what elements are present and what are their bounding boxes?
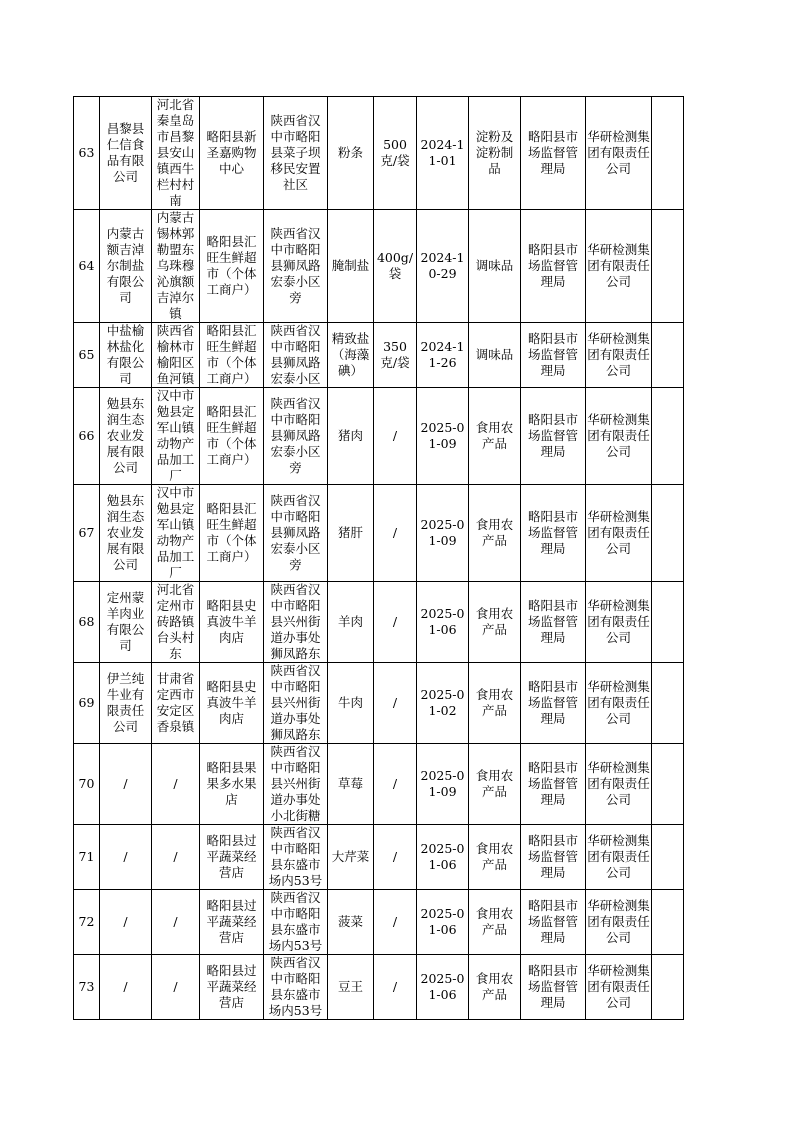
row-number: 65 xyxy=(74,323,100,388)
food-category: 调味品 xyxy=(469,323,521,388)
product-spec: 400g/袋 xyxy=(374,210,417,323)
production-date: 2025-01-09 xyxy=(417,744,469,825)
seller-address: 陕西省汉中市略阳县东盛市场内53号 xyxy=(264,825,328,890)
sampling-authority: 略阳县市场监督管理局 xyxy=(521,744,586,825)
testing-lab: 华研检测集团有限责任公司 xyxy=(586,388,652,485)
row-number: 71 xyxy=(74,825,100,890)
seller-address: 陕西省汉中市略阳县狮凤路宏泰小区旁 xyxy=(264,485,328,582)
testing-lab: 华研检测集团有限责任公司 xyxy=(586,890,652,955)
production-date: 2024-11-01 xyxy=(417,97,469,210)
product-spec: 500克/袋 xyxy=(374,97,417,210)
food-category: 食用农产品 xyxy=(469,663,521,744)
remark xyxy=(652,890,684,955)
seller-name: 略阳县汇旺生鲜超市（个体工商户） xyxy=(200,210,264,323)
product-spec: / xyxy=(374,955,417,1020)
remark xyxy=(652,388,684,485)
testing-lab: 华研检测集团有限责任公司 xyxy=(586,744,652,825)
table-row xyxy=(74,485,684,582)
table-row xyxy=(74,890,684,955)
table-body xyxy=(74,97,684,1020)
product-name: 腌制盐 xyxy=(328,210,374,323)
seller-name: 略阳县过平蔬菜经营店 xyxy=(200,825,264,890)
table-row xyxy=(74,744,684,825)
seller-name: 略阳县史真波牛羊肉店 xyxy=(200,582,264,663)
seller-address: 陕西省汉中市略阳县兴州街道办事处狮凤路东 xyxy=(264,582,328,663)
testing-lab: 华研检测集团有限责任公司 xyxy=(586,955,652,1020)
row-number: 70 xyxy=(74,744,100,825)
testing-lab: 华研检测集团有限责任公司 xyxy=(586,323,652,388)
producer-name: 勉县东润生态农业发展有限公司 xyxy=(100,388,152,485)
testing-lab: 华研检测集团有限责任公司 xyxy=(586,663,652,744)
testing-lab: 华研检测集团有限责任公司 xyxy=(586,485,652,582)
food-category: 食用农产品 xyxy=(469,890,521,955)
production-date: 2024-10-29 xyxy=(417,210,469,323)
row-number: 72 xyxy=(74,890,100,955)
product-spec: / xyxy=(374,582,417,663)
seller-name: 略阳县汇旺生鲜超市（个体工商户） xyxy=(200,323,264,388)
sampling-authority: 略阳县市场监督管理局 xyxy=(521,663,586,744)
sampling-authority: 略阳县市场监督管理局 xyxy=(521,323,586,388)
remark xyxy=(652,825,684,890)
production-date: 2024-11-26 xyxy=(417,323,469,388)
remark xyxy=(652,955,684,1020)
sampling-authority: 略阳县市场监督管理局 xyxy=(521,485,586,582)
seller-address: 陕西省汉中市略阳县狮凤路宏泰小区旁 xyxy=(264,210,328,323)
producer-address: / xyxy=(152,890,200,955)
seller-address: 陕西省汉中市略阳县东盛市场内53号 xyxy=(264,890,328,955)
row-number: 67 xyxy=(74,485,100,582)
sampling-authority: 略阳县市场监督管理局 xyxy=(521,97,586,210)
sampling-authority: 略阳县市场监督管理局 xyxy=(521,582,586,663)
product-spec: / xyxy=(374,825,417,890)
producer-address: 内蒙古锡林郭勒盟东乌珠穆沁旗额吉淖尔镇 xyxy=(152,210,200,323)
food-category: 食用农产品 xyxy=(469,485,521,582)
product-name: 猪肝 xyxy=(328,485,374,582)
product-name: 牛肉 xyxy=(328,663,374,744)
product-spec: 350克/袋 xyxy=(374,323,417,388)
producer-address: / xyxy=(152,955,200,1020)
remark xyxy=(652,582,684,663)
production-date: 2025-01-09 xyxy=(417,485,469,582)
product-name: 羊肉 xyxy=(328,582,374,663)
product-name: 猪肉 xyxy=(328,388,374,485)
seller-name: 略阳县汇旺生鲜超市（个体工商户） xyxy=(200,485,264,582)
seller-address: 陕西省汉中市略阳县东盛市场内53号 xyxy=(264,955,328,1020)
remark xyxy=(652,485,684,582)
table-row xyxy=(74,582,684,663)
production-date: 2025-01-02 xyxy=(417,663,469,744)
row-number: 69 xyxy=(74,663,100,744)
producer-name: / xyxy=(100,890,152,955)
product-spec: / xyxy=(374,744,417,825)
sampling-authority: 略阳县市场监督管理局 xyxy=(521,890,586,955)
table-row xyxy=(74,388,684,485)
production-date: 2025-01-06 xyxy=(417,890,469,955)
production-date: 2025-01-09 xyxy=(417,388,469,485)
table-row xyxy=(74,825,684,890)
seller-name: 略阳县过平蔬菜经营店 xyxy=(200,955,264,1020)
producer-address: 汉中市勉县定军山镇动物产品加工厂 xyxy=(152,388,200,485)
sampling-authority: 略阳县市场监督管理局 xyxy=(521,825,586,890)
product-name: 大芹菜 xyxy=(328,825,374,890)
producer-address: 河北省秦皇岛市昌黎县安山镇西牛栏村村南 xyxy=(152,97,200,210)
food-category: 食用农产品 xyxy=(469,825,521,890)
remark xyxy=(652,744,684,825)
seller-address: 陕西省汉中市略阳县兴州街道办事处狮凤路东 xyxy=(264,663,328,744)
producer-name: 伊兰纯牛业有限责任公司 xyxy=(100,663,152,744)
row-number: 66 xyxy=(74,388,100,485)
sampling-authority: 略阳县市场监督管理局 xyxy=(521,955,586,1020)
product-spec: / xyxy=(374,485,417,582)
sampling-results-table xyxy=(73,96,684,1020)
seller-name: 略阳县新圣嘉购物中心 xyxy=(200,97,264,210)
table-row xyxy=(74,955,684,1020)
remark xyxy=(652,323,684,388)
food-category: 食用农产品 xyxy=(469,582,521,663)
food-category: 食用农产品 xyxy=(469,955,521,1020)
table-row xyxy=(74,323,684,388)
seller-address: 陕西省汉中市略阳县狮凤路宏泰小区 xyxy=(264,323,328,388)
producer-address: 陕西省榆林市榆阳区鱼河镇 xyxy=(152,323,200,388)
table-row xyxy=(74,663,684,744)
testing-lab: 华研检测集团有限责任公司 xyxy=(586,582,652,663)
production-date: 2025-01-06 xyxy=(417,582,469,663)
producer-address: 汉中市勉县定军山镇动物产品加工厂 xyxy=(152,485,200,582)
seller-name: 略阳县汇旺生鲜超市（个体工商户） xyxy=(200,388,264,485)
row-number: 63 xyxy=(74,97,100,210)
food-category: 食用农产品 xyxy=(469,388,521,485)
remark xyxy=(652,97,684,210)
table-row xyxy=(74,210,684,323)
seller-address: 陕西省汉中市略阳县狮凤路宏泰小区旁 xyxy=(264,388,328,485)
row-number: 64 xyxy=(74,210,100,323)
producer-name: / xyxy=(100,744,152,825)
producer-address: 河北省定州市砖路镇台头村东 xyxy=(152,582,200,663)
producer-name: / xyxy=(100,955,152,1020)
food-category: 食用农产品 xyxy=(469,744,521,825)
row-number: 68 xyxy=(74,582,100,663)
product-spec: / xyxy=(374,663,417,744)
producer-name: 勉县东润生态农业发展有限公司 xyxy=(100,485,152,582)
producer-name: 中盐榆林盐化有限公司 xyxy=(100,323,152,388)
product-name: 精致盐（海藻碘） xyxy=(328,323,374,388)
food-category: 淀粉及淀粉制品 xyxy=(469,97,521,210)
testing-lab: 华研检测集团有限责任公司 xyxy=(586,825,652,890)
product-name: 豆王 xyxy=(328,955,374,1020)
product-name: 粉条 xyxy=(328,97,374,210)
producer-name: 内蒙古额吉淖尔制盐有限公司 xyxy=(100,210,152,323)
producer-name: 昌黎县仁信食品有限公司 xyxy=(100,97,152,210)
production-date: 2025-01-06 xyxy=(417,955,469,1020)
testing-lab: 华研检测集团有限责任公司 xyxy=(586,97,652,210)
sampling-authority: 略阳县市场监督管理局 xyxy=(521,388,586,485)
remark xyxy=(652,663,684,744)
remark xyxy=(652,210,684,323)
seller-name: 略阳县过平蔬菜经营店 xyxy=(200,890,264,955)
seller-address: 陕西省汉中市略阳县菜子坝移民安置社区 xyxy=(264,97,328,210)
seller-name: 略阳县果果多水果店 xyxy=(200,744,264,825)
product-spec: / xyxy=(374,388,417,485)
table-row xyxy=(74,97,684,210)
producer-address: / xyxy=(152,744,200,825)
production-date: 2025-01-06 xyxy=(417,825,469,890)
sampling-authority: 略阳县市场监督管理局 xyxy=(521,210,586,323)
testing-lab: 华研检测集团有限责任公司 xyxy=(586,210,652,323)
product-spec: / xyxy=(374,890,417,955)
producer-address: / xyxy=(152,825,200,890)
row-number: 73 xyxy=(74,955,100,1020)
product-name: 菠菜 xyxy=(328,890,374,955)
seller-address: 陕西省汉中市略阳县兴州街道办事处小北街糖 xyxy=(264,744,328,825)
product-name: 草莓 xyxy=(328,744,374,825)
producer-address: 甘肃省定西市安定区香泉镇 xyxy=(152,663,200,744)
producer-name: 定州蒙羊肉业有限公司 xyxy=(100,582,152,663)
seller-name: 略阳县史真波牛羊肉店 xyxy=(200,663,264,744)
producer-name: / xyxy=(100,825,152,890)
food-category: 调味品 xyxy=(469,210,521,323)
